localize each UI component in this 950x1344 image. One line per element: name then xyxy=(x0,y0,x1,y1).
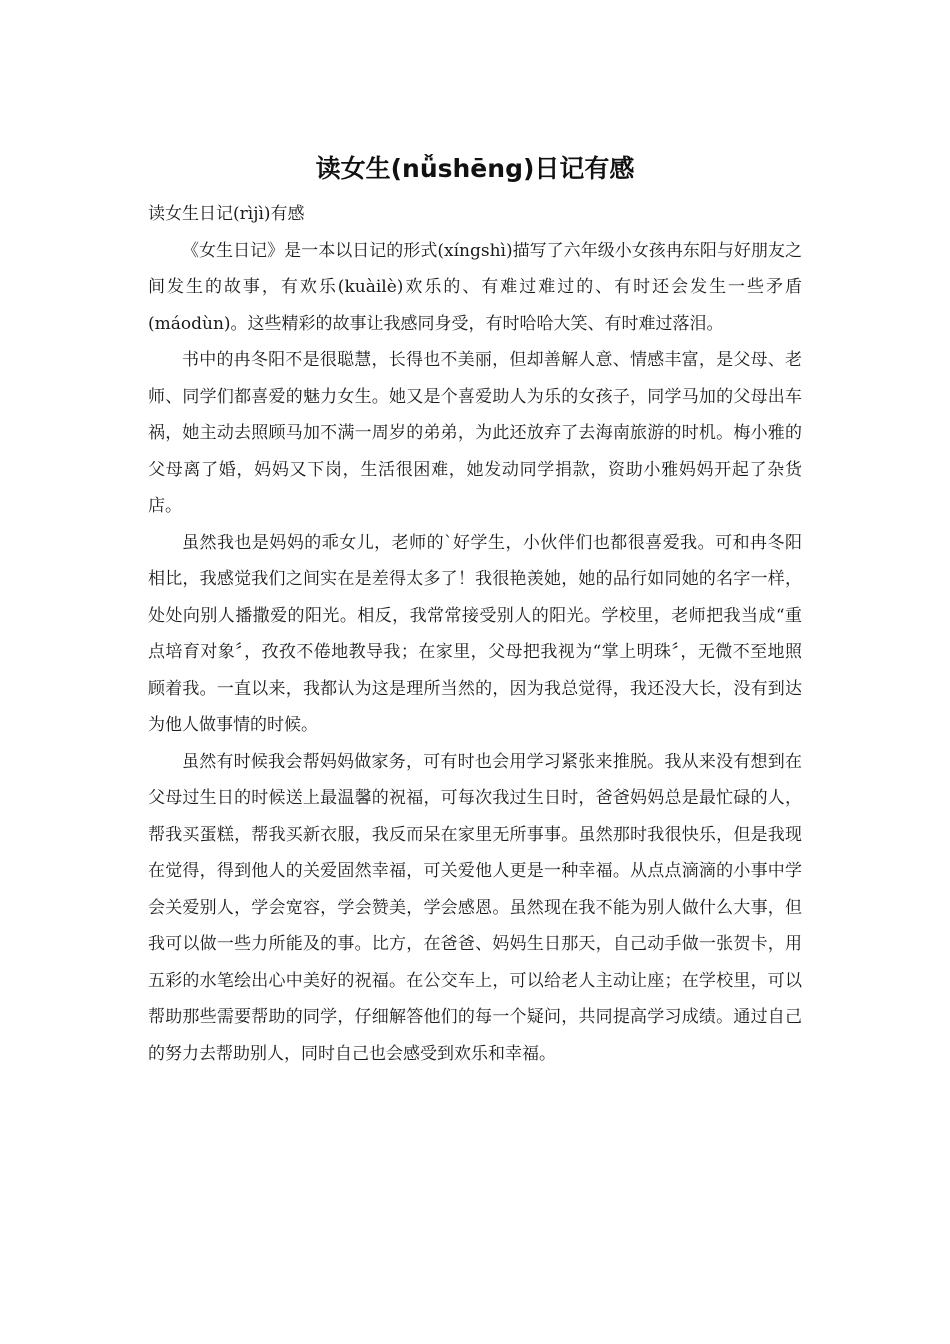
document-title: 读女生(nǚshēng)日记有感 xyxy=(315,154,635,183)
document-body xyxy=(148,196,802,1072)
paragraph: 书中的冉冬阳不是很聪慧，长得也不美丽，但却善解人意、情感丰富，是父母、老师、同学们都喜爱的魅力女生。她又是个喜爱助人为乐的女孩子，同学马加的父母出车祸，她主动去照顾马加不满一周岁的弟弟，为此还放弃了去海南旅游的时机。梅小雅的父母离了婚，妈妈又下岗，生活很困难，她发动同学捐款，资助小雅妈妈开起了杂货店。 xyxy=(148,350,802,516)
paragraph: 虽然有时候我会帮妈妈做家务，可有时也会用学习紧张来推脱。我从来没有想到在父母过生日的时候送上最温馨的祝福，可每次我过生日时，爸爸妈妈总是最忙碌的人，帮我买蛋糕，帮我买新衣服，我反而呆在家里无所事事。虽然那时我很快乐，但是我现在觉得，得到他人的关爱固然幸福，可关爱他人更是一种幸福。从点点滴滴的小事中学会关爱别人，学会宽容，学会赞美，学会感恩。虽然现在我不能为别人做什么大事，但我可以做一些力所能及的事。比方，在爸爸、妈妈生日那天，自己动手做一张贺卡，用五彩的水笔绘出心中美好的祝福。在公交车上，可以给老人主动让座；在学校里，可以帮助那些需要帮助的同学，仔细解答他们的每一个疑问，共同提高学习成绩。通过自己的努力去帮助别人，同时自己也会感受到欢乐和幸福。 xyxy=(148,751,802,1064)
paragraph: 《女生日记》是一本以日记的形式(xíngshì)描写了六年级小女孩冉东阳与好朋友之间发生的故事，有欢乐(kuàilè)欢乐的、有难过难过的、有时还会发生一些矛盾(máodùn)。这些精彩的故事让我感同身受，有时哈哈大笑、有时难过落泪。 xyxy=(148,240,802,334)
paragraph: 虽然我也是妈妈的乖女儿，老师的`好学生，小伙伴们也都很喜爱我。可和冉冬阳相比，我感觉我们之间实在是差得太多了！我很艳羡她，她的品行如同她的名字一样，处处向别人播撒爱的阳光。相反，我常常接受别人的阳光。学校里，老师把我当成“重点培育对象〞，孜孜不倦地教导我；在家里，父母把我视为“掌上明珠〞，无微不至地照顾着我。一直以来，我都认为这是理所当然的，因为我总觉得，我还没大长，没有到达为他人做事情的时候。 xyxy=(148,532,802,735)
document-subtitle: 读女生日记(rìjì)有感 xyxy=(148,204,305,224)
